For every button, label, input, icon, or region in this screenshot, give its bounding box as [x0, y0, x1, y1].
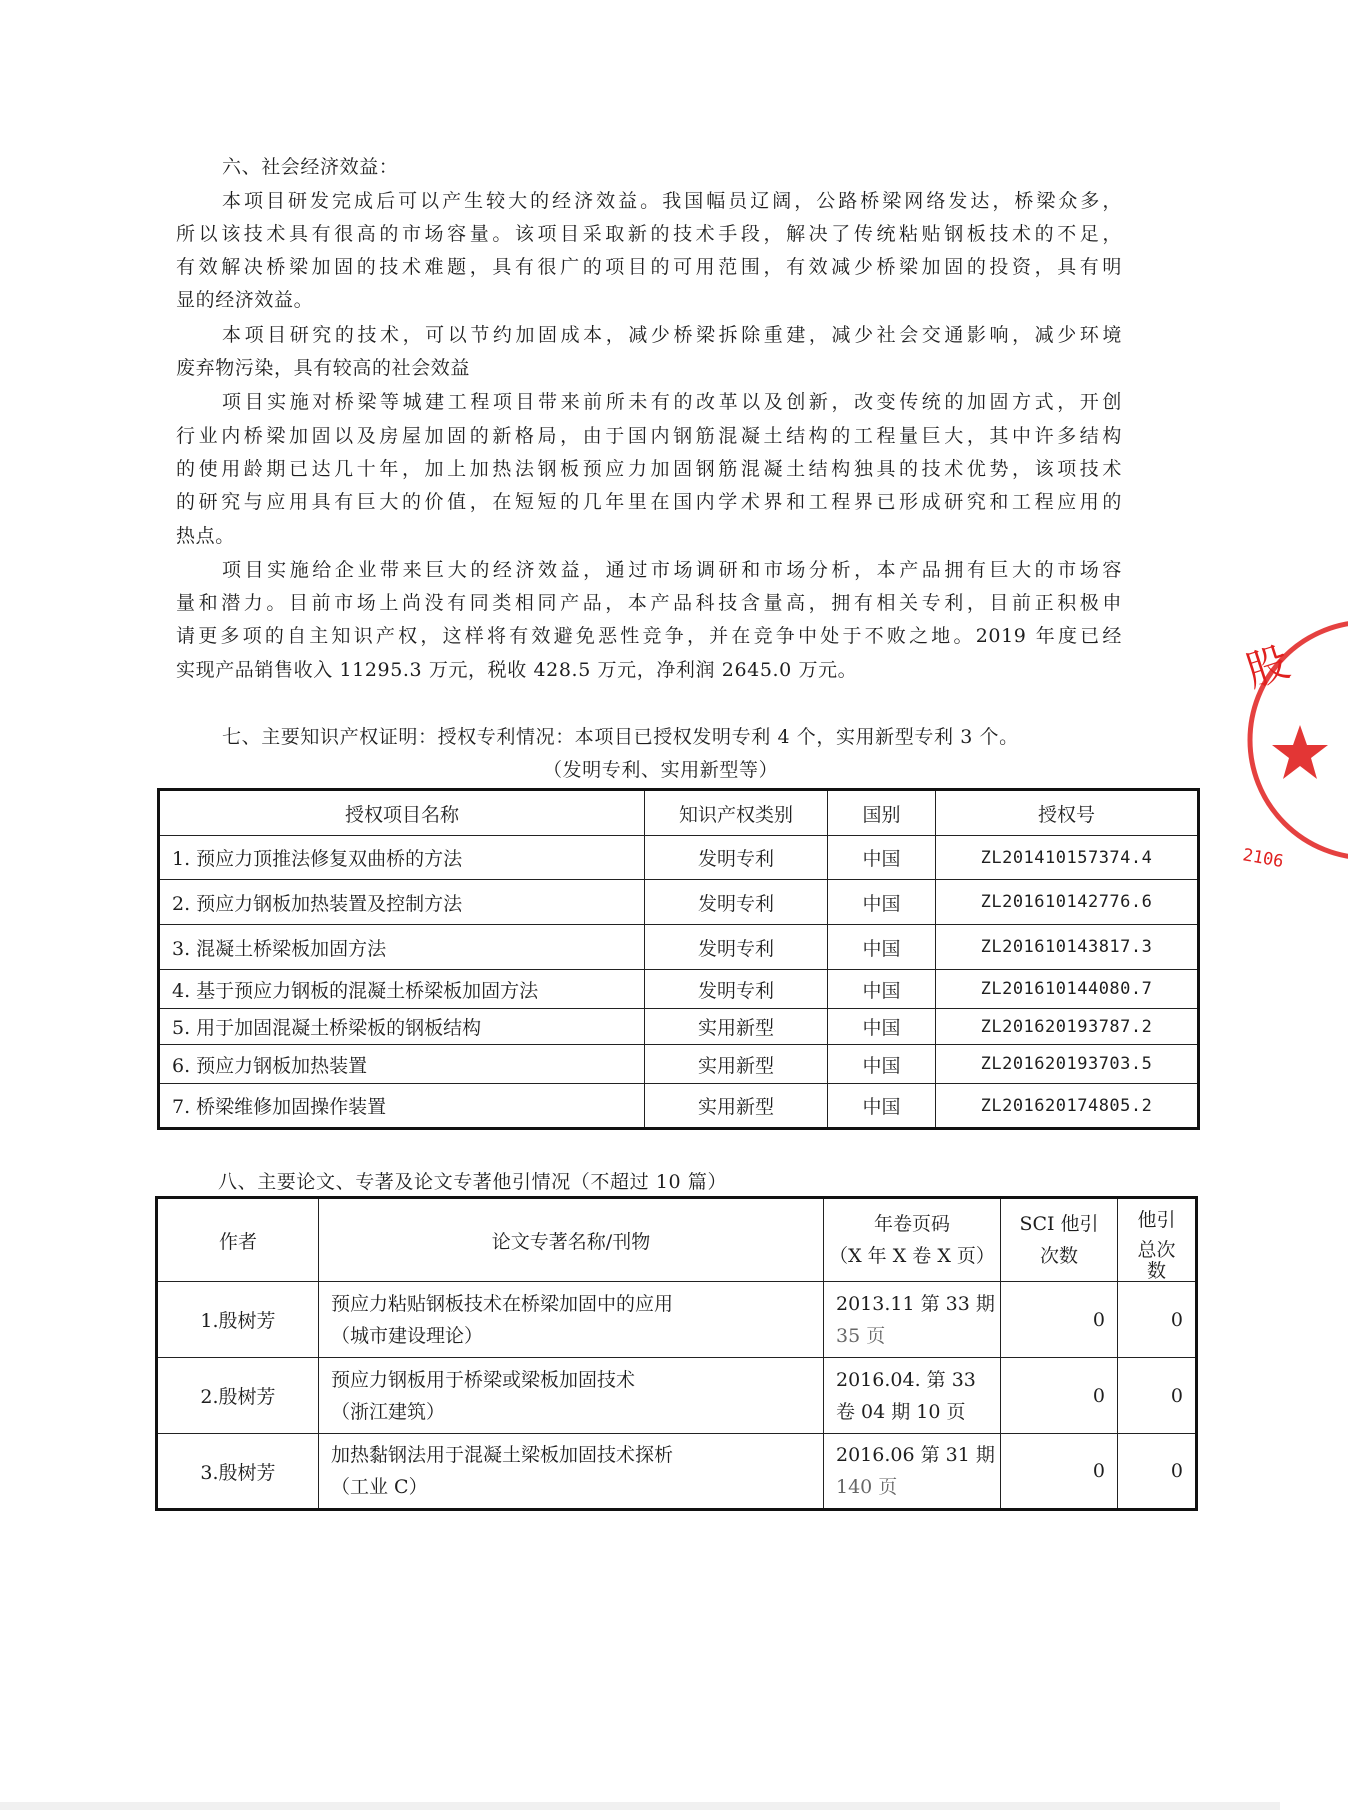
paper-total-citations: 0: [1118, 1434, 1197, 1510]
paper-title: [319, 1358, 824, 1434]
table-row: [159, 1084, 1199, 1129]
table-row: [159, 880, 1199, 925]
patent-number: ZL201610144080.7: [936, 970, 1199, 1009]
paper-pages-line-2: 35 页: [836, 1324, 886, 1347]
header-total-line-2: 总次: [1137, 1239, 1176, 1261]
patent-country: 中国: [828, 970, 936, 1009]
patent-number: ZL201410157374.4: [936, 836, 1199, 880]
paper-pages: [824, 1282, 1001, 1358]
paper-title-line: 预应力粘贴钢板技术在桥梁加固中的应用: [331, 1292, 674, 1315]
scan-bottom-edge: [0, 1802, 1280, 1810]
papers-table: [155, 1196, 1198, 1511]
paper-pages: [824, 1434, 1001, 1510]
paper-total-citations: 0: [1118, 1358, 1197, 1434]
paper-title-line: 预应力钢板用于桥梁或梁板加固技术: [331, 1368, 636, 1391]
header-author: 作者: [157, 1198, 319, 1282]
paper-pages-line-2: 卷 04 期 10 页: [836, 1400, 966, 1423]
paper-author: 1.殷树芳: [157, 1282, 319, 1358]
patent-type: 实用新型: [645, 1084, 828, 1129]
patent-name: 7. 桥梁维修加固操作装置: [159, 1084, 645, 1129]
s6-p3-line-4: 的研究与应用具有巨大的价值，在短短的几年里在国内学术界和工程界已形成研究和工程应用的: [176, 491, 1122, 513]
header-ip-type: 知识产权类别: [645, 790, 828, 836]
paper-pages-line-1: 2016.04. 第 33: [836, 1368, 976, 1391]
patent-country: 中国: [828, 836, 936, 880]
patent-country: 中国: [828, 925, 936, 970]
paper-author: 2.殷树芳: [157, 1358, 319, 1434]
patent-table: [157, 788, 1200, 1130]
header-country: 国别: [828, 790, 936, 836]
paper-pages: [824, 1358, 1001, 1434]
paper-journal-line: （工业 C）: [331, 1476, 428, 1498]
company-seal-stamp: [1218, 615, 1348, 873]
patent-name: 2. 预应力钢板加热装置及控制方法: [159, 880, 645, 925]
s6-p1-line-2: 所以该技术具有很高的市场容量。该项目采取新的技术手段，解决了传统粘贴钢板技术的不足，: [176, 223, 1122, 245]
paper-total-citations: 0: [1118, 1282, 1197, 1358]
patent-name: 5. 用于加固混凝土桥梁板的钢板结构: [159, 1009, 645, 1045]
patent-type: 发明专利: [645, 880, 828, 925]
patent-number: ZL201620193787.2: [936, 1009, 1199, 1045]
patent-name: 4. 基于预应力钢板的混凝土桥梁板加固方法: [159, 970, 645, 1009]
table-row: [159, 1009, 1199, 1045]
paper-pages-line-2: 140 页: [836, 1476, 898, 1498]
patent-number: ZL201620174805.2: [936, 1084, 1199, 1129]
s6-p3-line-5: 热点。: [176, 525, 235, 547]
patent-number: ZL201610142776.6: [936, 880, 1199, 925]
s6-p4-line-3: 请更多项的自主知识产权，这样将有效避免恶性竞争，并在竞争中处于不败之地。2019 年度已经: [176, 625, 1122, 647]
header-total-line-3: 数: [1146, 1260, 1166, 1282]
header-patent-no: 授权号: [936, 790, 1199, 836]
header-pages: [824, 1198, 1001, 1282]
paper-journal-line: （城市建设理论）: [331, 1324, 484, 1347]
paper-sci-citations: 0: [1001, 1358, 1118, 1434]
s6-p1-line-3: 有效解决桥梁加固的技术难题，具有很广的项目的可用范围，有效减少桥梁加固的投资，具有明: [176, 256, 1122, 278]
paper-title: [319, 1434, 824, 1510]
s6-p1-line-1: 本项目研发完成后可以产生较大的经济效益。我国幅员辽阔，公路桥梁网络发达，桥梁众多，: [222, 190, 1122, 212]
patent-country: 中国: [828, 1045, 936, 1084]
patent-number: ZL201620193703.5: [936, 1045, 1199, 1084]
paper-sci-citations: 0: [1001, 1434, 1118, 1510]
s6-p3-line-1: 项目实施对桥梁等城建工程项目带来前所未有的改革以及创新，改变传统的加固方式，开创: [222, 391, 1122, 413]
patent-type: 实用新型: [645, 1009, 828, 1045]
seal-number-fragment: 2106: [1241, 845, 1285, 873]
patent-type: 发明专利: [645, 925, 828, 970]
header-sci-line-2: 次数: [1039, 1245, 1078, 1267]
header-sci-citations: [1001, 1198, 1118, 1282]
table-row: [159, 1045, 1199, 1084]
header-paper-title: 论文专著名称/刊物: [319, 1198, 824, 1282]
s6-p3-line-3: 的使用龄期已达几十年，加上加热法钢板预应力加固钢筋混凝土结构独具的技术优势，该项技术: [176, 458, 1122, 480]
section-7-heading: 七、主要知识产权证明：授权专利情况：本项目已授权发明专利 4 个，实用新型专利 3 个。: [222, 726, 1019, 748]
patent-name: 3. 混凝土桥梁板加固方法: [159, 925, 645, 970]
s6-p4-line-2: 量和潜力。目前市场上尚没有同类相同产品，本产品科技含量高，拥有相关专利，目前正积极申: [176, 592, 1122, 614]
paper-title: [319, 1282, 824, 1358]
patent-type: 发明专利: [645, 970, 828, 1009]
table-row: [159, 836, 1199, 880]
patent-type: 实用新型: [645, 1045, 828, 1084]
patent-type: 发明专利: [645, 836, 828, 880]
table-row: [157, 1434, 1197, 1510]
s6-p2-line-2: 废弃物污染，具有较高的社会效益: [176, 357, 471, 379]
s6-p4-line-1: 项目实施给企业带来巨大的经济效益，通过市场调研和市场分析，本产品拥有巨大的市场容: [222, 559, 1122, 581]
section-7-subheading: （发明专利、实用新型等）: [543, 759, 779, 781]
table-row: [157, 1358, 1197, 1434]
section-6-heading: 六、社会经济效益：: [222, 156, 399, 178]
header-pages-line-2: （X 年 X 卷 X 页）: [829, 1245, 995, 1267]
paper-sci-citations: 0: [1001, 1282, 1118, 1358]
paper-pages-line-1: 2016.06 第 31 期: [836, 1444, 995, 1466]
patent-country: 中国: [828, 880, 936, 925]
header-project-name: 授权项目名称: [159, 790, 645, 836]
patent-name: 1. 预应力顶推法修复双曲桥的方法: [159, 836, 645, 880]
paper-title-line: 加热黏钢法用于混凝土梁板加固技术探析: [331, 1444, 674, 1466]
patent-country: 中国: [828, 1009, 936, 1045]
paper-pages-line-1: 2013.11 第 33 期: [836, 1292, 995, 1315]
s6-p1-line-4: 显的经济效益。: [176, 289, 314, 311]
s6-p2-line-1: 本项目研究的技术，可以节约加固成本，减少桥梁拆除重建，减少社会交通影响，减少环境: [222, 324, 1122, 346]
patent-table-header: [159, 790, 1199, 836]
header-total-line-1: 他引: [1137, 1209, 1176, 1231]
seal-character: 股: [1239, 636, 1296, 697]
table-row: [157, 1282, 1197, 1358]
paper-journal-line: （浙江建筑）: [331, 1400, 446, 1423]
papers-table-header: [157, 1198, 1197, 1282]
patent-number: ZL201610143817.3: [936, 925, 1199, 970]
header-total-citations: [1118, 1198, 1197, 1282]
table-row: [159, 970, 1199, 1009]
seal-star-icon: [1272, 725, 1328, 779]
patent-country: 中国: [828, 1084, 936, 1129]
section-8-heading: 八、主要论文、专著及论文专著他引情况（不超过 10 篇）: [218, 1171, 728, 1193]
s6-p3-line-2: 行业内桥梁加固以及房屋加固的新格局，由于国内钢筋混凝土结构的工程量巨大，其中许多结构: [176, 425, 1122, 447]
patent-name: 6. 预应力钢板加热装置: [159, 1045, 645, 1084]
paper-author: 3.殷树芳: [157, 1434, 319, 1510]
header-pages-line-1: 年卷页码: [873, 1213, 950, 1235]
s6-p4-line-4: 实现产品销售收入 11295.3 万元，税收 428.5 万元，净利润 2645.0 万元。: [176, 659, 858, 681]
header-sci-line-1: SCI 他引: [1019, 1213, 1099, 1235]
table-row: [159, 925, 1199, 970]
